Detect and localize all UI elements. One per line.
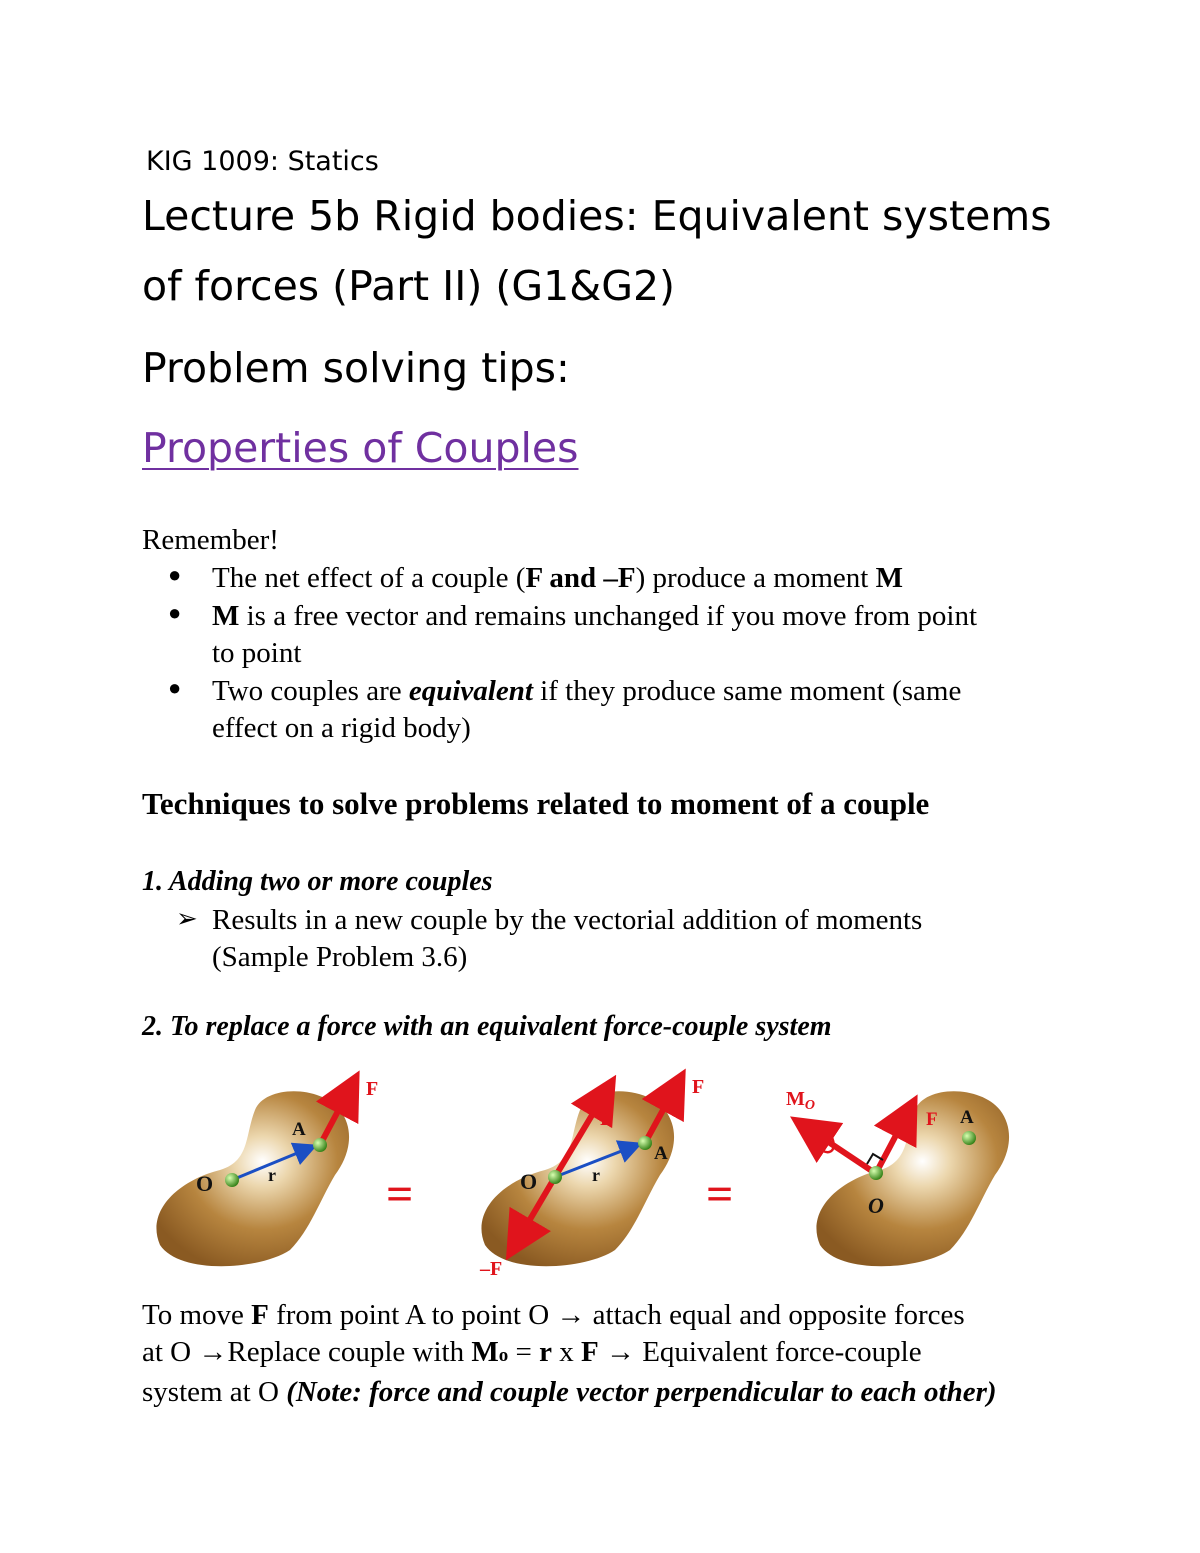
bullet-3-text-b: equivalent	[408, 675, 533, 707]
label-F: F	[600, 1108, 613, 1130]
bullet-dot-icon: ●	[168, 600, 182, 625]
point-A	[313, 1138, 327, 1152]
panel-3-force-couple-system	[786, 1088, 1009, 1266]
bullet-item-1	[212, 560, 903, 597]
bullet-dot-icon: ●	[168, 675, 182, 700]
bullet-1-text-d: M	[875, 562, 903, 594]
p-l2c: o	[498, 1345, 509, 1366]
equals-sign-2: =	[706, 1168, 734, 1221]
label-A: A	[292, 1119, 306, 1140]
technique-1-heading: 1. Adding two or more couples	[142, 866, 493, 897]
bullet-3-text-c: if they produce same moment (same	[532, 675, 962, 707]
bullet-item-3	[212, 673, 961, 710]
bullet-dot-icon: ●	[168, 562, 182, 587]
label-O: O	[520, 1169, 538, 1194]
bullet-item-2-line2: to point	[212, 637, 302, 669]
bullet-1-text-b: F and –F	[525, 562, 636, 594]
label-O: O	[196, 1171, 214, 1196]
bullet-3-text-a: Two couples are	[212, 675, 409, 707]
label-M-main: M	[786, 1088, 805, 1110]
label-r: r	[592, 1165, 600, 1185]
technique-1-result-line1: Results in a new couple by the vectorial addition of moments	[212, 904, 923, 936]
rigid-body-shape	[816, 1091, 1009, 1266]
p-l2e: r	[539, 1336, 552, 1368]
bullet-1-text-a: The net effect of a couple (	[212, 562, 526, 594]
p-l2h: → Equivalent force-couple	[598, 1336, 922, 1368]
equals-sign-1: =	[386, 1168, 414, 1221]
paragraph-line3	[142, 1374, 997, 1411]
point-O	[225, 1173, 239, 1187]
paragraph-line2	[142, 1334, 997, 1374]
label-O: O	[868, 1193, 884, 1218]
p-l1c: from point A to point O → attach equal and opposite forces	[268, 1299, 965, 1331]
p-l1b: F	[251, 1299, 269, 1331]
rigid-body-shape	[156, 1091, 349, 1266]
point-A	[638, 1136, 652, 1150]
lecture-title-line2: of forces (Part II) (G1&G2)	[142, 262, 676, 310]
p-l3a: system at O	[142, 1376, 287, 1408]
bullet-item-3-line2: effect on a rigid body)	[212, 712, 471, 744]
label-r: r	[268, 1165, 276, 1185]
label-A: A	[654, 1143, 668, 1164]
properties-heading: Properties of Couples	[142, 424, 579, 472]
remember-label: Remember!	[142, 524, 279, 556]
label-neg-F: –F	[480, 1258, 503, 1280]
p-l2a: at O →Replace couple with	[142, 1336, 472, 1368]
paragraph-line1	[142, 1297, 997, 1334]
arrowhead-bullet-icon: ➢	[176, 904, 198, 933]
panel-1-original-force	[156, 1078, 378, 1266]
conclusion-paragraph	[142, 1297, 997, 1411]
bullet-item-2	[212, 598, 977, 635]
technique-2-heading: 2. To replace a force with an equivalent force-couple system	[142, 1011, 832, 1042]
label-M-sub: O	[804, 1098, 816, 1113]
label-M	[786, 1088, 815, 1113]
p-l2g: F	[580, 1336, 599, 1368]
p-l2f: x	[551, 1336, 581, 1368]
force-couple-figure	[140, 1065, 1040, 1290]
bullet-2-text-a: M	[212, 600, 240, 632]
technique-1-result	[212, 902, 922, 976]
label-F: F	[926, 1109, 938, 1130]
course-title: KIG 1009: Statics	[146, 146, 379, 177]
rigid-body-shape	[481, 1091, 674, 1266]
point-O	[548, 1170, 562, 1184]
techniques-heading: Techniques to solve problems related to moment of a couple	[142, 786, 930, 821]
bullet-1-text-c: ) produce a moment	[635, 562, 876, 594]
point-O	[869, 1166, 883, 1180]
bullet-2-text-b: is a free vector and remains unchanged if you move from point	[239, 600, 978, 632]
lecture-title-line1: Lecture 5b Rigid bodies: Equivalent systems	[142, 192, 1052, 240]
technique-1-result-line2: (Sample Problem 3.6)	[212, 941, 468, 973]
tips-heading: Problem solving tips:	[142, 344, 570, 392]
label-F: F	[692, 1076, 705, 1098]
point-A	[962, 1131, 976, 1145]
panel-2-added-forces	[479, 1076, 704, 1280]
p-l2d: =	[508, 1336, 540, 1368]
p-l3b: (Note: force and couple vector perpendicular to each other)	[286, 1376, 997, 1408]
p-l1a: To move	[142, 1299, 252, 1331]
p-l2b: M	[471, 1336, 499, 1368]
label-F: F	[366, 1078, 379, 1100]
label-A: A	[960, 1107, 974, 1128]
